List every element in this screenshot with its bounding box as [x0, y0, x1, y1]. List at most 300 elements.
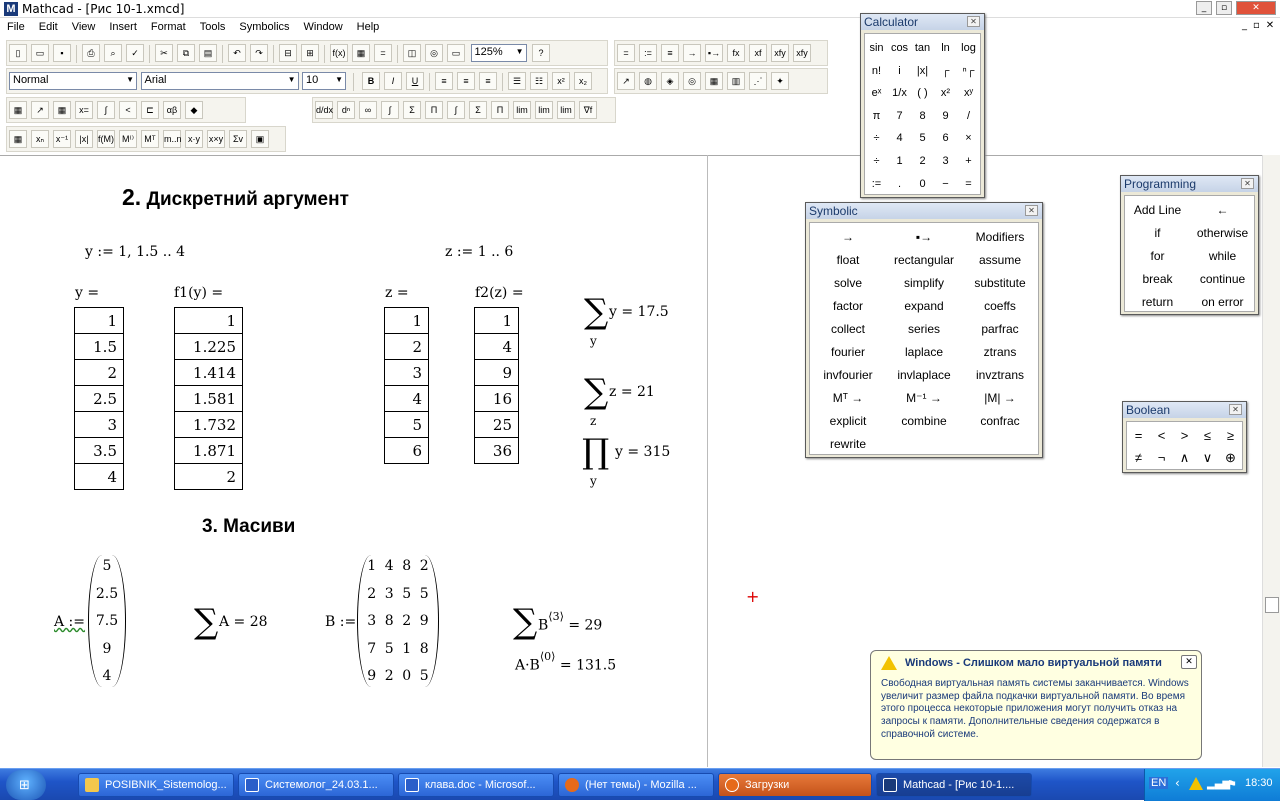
underline-button[interactable]: U	[406, 72, 424, 90]
menu-view[interactable]: View	[71, 21, 96, 33]
table-row	[175, 360, 243, 386]
calculator-key[interactable]: eˣ	[871, 87, 882, 100]
symbolic-key[interactable]: ▪→	[915, 230, 933, 244]
calculus-toolbar	[312, 97, 616, 123]
xy-plot-icon[interactable]: ↗	[617, 72, 635, 90]
symbolic-arrow-icon[interactable]: →	[683, 44, 701, 62]
symbolic-palette	[805, 202, 1043, 458]
scrollbar-thumb[interactable]	[1265, 597, 1279, 613]
symbolic-title: Symbolic	[809, 204, 858, 218]
programming-key[interactable]: on error	[1201, 295, 1244, 309]
define-icon[interactable]: :=	[639, 44, 657, 62]
calculator-key[interactable]: x²	[940, 87, 951, 100]
zoom-select[interactable]: 125% ▼	[471, 44, 527, 62]
programming-key[interactable]: return	[1141, 295, 1174, 309]
f1-cell: 1.732	[175, 412, 243, 438]
matrix-B-row	[357, 581, 439, 609]
taskbar	[0, 768, 1280, 800]
table-row	[385, 308, 429, 334]
insert-function-icon[interactable]: f(x)	[330, 44, 348, 62]
italic-button[interactable]: I	[384, 72, 402, 90]
sum-y-result[interactable]: y = 17.5	[609, 304, 669, 320]
symbolic-key[interactable]: invztrans	[975, 368, 1025, 382]
superscript-icon[interactable]: x²	[552, 72, 570, 90]
symbolic-key[interactable]: series	[907, 322, 940, 336]
copy-icon[interactable]: ⧉	[177, 44, 195, 62]
matrix-A-element: 5	[102, 558, 112, 574]
matrix-toolbar	[6, 126, 286, 152]
save-icon[interactable]: ▪	[53, 44, 71, 62]
calculator-key[interactable]: xʸ	[963, 87, 974, 100]
z-cell: 4	[385, 386, 429, 412]
f2-cell: 1	[475, 308, 519, 334]
define-A[interactable]: A :=	[54, 614, 86, 630]
calculator-key[interactable]: ┌	[941, 64, 950, 77]
tray-warning-icon[interactable]	[1189, 777, 1203, 790]
boolean-key[interactable]: ∨	[1202, 450, 1213, 465]
f1-cell: 1	[175, 308, 243, 334]
matrix-B-element: 2	[384, 668, 394, 684]
symbolic-key[interactable]: →	[842, 230, 854, 244]
menu-window[interactable]: Window	[303, 21, 343, 33]
mathcad-logo-icon: M	[4, 2, 18, 16]
z-table[interactable]	[384, 307, 429, 464]
task-mozilla[interactable]: (Нет темы) - Mozilla ...	[558, 773, 714, 797]
calculator-key[interactable]: 9	[942, 109, 949, 122]
matrix-B-element: 3	[384, 585, 394, 602]
calculator-key[interactable]: ⁿ┌	[962, 64, 975, 77]
insert-matrix-icon[interactable]: ▦	[9, 130, 27, 148]
calculator-key[interactable]: 5	[919, 132, 926, 145]
matrix-B-element: 0	[402, 668, 412, 684]
warning-icon	[881, 656, 897, 670]
doc-window-controls[interactable]: _▫✕	[1242, 20, 1280, 31]
z-cell: 6	[385, 438, 429, 464]
firefox-icon	[725, 778, 739, 792]
mathcad-icon	[883, 778, 897, 792]
calculator-key[interactable]: tan	[914, 42, 931, 54]
gradient-icon[interactable]: ∇f	[579, 101, 597, 119]
symbolic-key[interactable]: laplace	[904, 345, 944, 359]
table-row	[175, 464, 243, 490]
define-z[interactable]: z := 1 .. 6	[445, 244, 514, 260]
calculator-key[interactable]: cos	[890, 42, 909, 54]
print-icon[interactable]: ⎙	[82, 44, 100, 62]
close-icon[interactable]: ✕	[1236, 1, 1276, 15]
table-row	[475, 334, 519, 360]
window-title: Mathcad - [Рис 10-1.xmcd]	[22, 2, 185, 16]
f1-cell: 2	[175, 464, 243, 490]
menu-tools[interactable]: Tools	[199, 21, 226, 33]
task-downloads[interactable]: Загрузки	[718, 773, 872, 797]
prod-y-result[interactable]: y = 315	[615, 444, 671, 460]
table-row	[75, 308, 124, 334]
calculate-icon[interactable]: =	[374, 44, 392, 62]
symbolic-key[interactable]: rewrite	[829, 437, 866, 451]
limit-left-icon[interactable]: lim	[557, 101, 575, 119]
calculator-key[interactable]: 7	[896, 109, 903, 122]
task-mathcad[interactable]: Mathcad - [Рис 10-1....	[876, 773, 1032, 797]
matrix-B-row	[357, 663, 439, 691]
calculator-key[interactable]: 2	[919, 155, 926, 167]
f2-cell: 36	[475, 438, 519, 464]
bold-button[interactable]: B	[362, 72, 380, 90]
menu-format[interactable]: Format	[150, 21, 186, 33]
resource-icon[interactable]: ◎	[425, 44, 443, 62]
programming-close-icon[interactable]: ✕	[1241, 178, 1254, 189]
cross-product-icon[interactable]: x×y	[207, 130, 225, 148]
low-memory-notification[interactable]	[870, 650, 1202, 760]
f1-cell: 1.581	[175, 386, 243, 412]
style-select[interactable]: Normal ▼	[9, 72, 137, 90]
sum-A-result[interactable]: A = 28	[219, 614, 268, 630]
formatting-toolbar	[6, 68, 608, 94]
label-y: y =	[75, 285, 100, 301]
z-cell: 5	[385, 412, 429, 438]
f1-cell: 1.871	[175, 438, 243, 464]
y-cell: 2.5	[75, 386, 124, 412]
sum-icon[interactable]: Σ	[469, 101, 487, 119]
calculus-palette-icon[interactable]: ∫	[97, 101, 115, 119]
calculator-key[interactable]: i	[898, 64, 901, 77]
symbolic-key[interactable]: combine	[901, 414, 947, 428]
calculator-palette-icon[interactable]: ▦	[9, 101, 27, 119]
table-row	[75, 438, 124, 464]
symbolic-key[interactable]: coeffs	[984, 299, 1016, 313]
vector-field-icon[interactable]: ⋰	[749, 72, 767, 90]
matrix-B-row	[357, 636, 439, 664]
evaluation-toolbar	[614, 40, 828, 66]
symbolic-key[interactable]: fourier	[830, 345, 865, 359]
language-indicator[interactable]: EN	[1151, 777, 1167, 789]
calculator-key[interactable]: 0	[919, 177, 926, 190]
sum-A-symbol: ∑	[194, 602, 219, 642]
boolean-palette	[1122, 401, 1247, 473]
notification-close-icon[interactable]: ✕	[1181, 655, 1197, 669]
sum-y-index: y	[590, 334, 597, 348]
polar-plot-icon[interactable]: ◍	[639, 72, 657, 90]
y-table[interactable]	[74, 307, 124, 490]
symbolic-key[interactable]: M⁻¹ →	[906, 391, 942, 405]
table-row	[475, 308, 519, 334]
table-row	[175, 386, 243, 412]
calculator-key[interactable]: π	[872, 109, 881, 122]
spellcheck-icon[interactable]: ✓	[126, 44, 144, 62]
calculator-key[interactable]: |x|	[916, 64, 929, 77]
vector-sum-icon[interactable]: Σv	[229, 130, 247, 148]
symbolic-key[interactable]: ztrans	[983, 345, 1017, 359]
section-2-heading: 2. Дискретний аргумент	[122, 184, 349, 210]
sum-z-index: z	[590, 414, 597, 428]
definite-integral-icon[interactable]: ∫	[381, 101, 399, 119]
cursor-crosshair-icon: +	[746, 587, 760, 606]
calculator-key[interactable]: ÷	[873, 132, 880, 145]
nth-derivative-icon[interactable]: dⁿ	[337, 101, 355, 119]
AB-product[interactable]: $A\cdot B^{⟨0⟩} = 131.5$	[515, 650, 617, 674]
task-sistemolog[interactable]: Системолог_24.03.1...	[238, 773, 394, 797]
determinant-icon[interactable]: |x|	[75, 130, 93, 148]
plot-wizard-icon[interactable]: ✦	[771, 72, 789, 90]
vectorize-icon[interactable]: f(M)	[97, 130, 115, 148]
calculator-close-icon[interactable]: ✕	[967, 16, 980, 27]
symbolic-key[interactable]: explicit	[829, 414, 867, 428]
calculator-key[interactable]: 8	[919, 109, 926, 122]
symbolic-key[interactable]: assume	[978, 253, 1022, 267]
boolean-key[interactable]: ≤	[1203, 428, 1212, 443]
clock[interactable]: 18:30	[1245, 777, 1273, 789]
symbolic-close-icon[interactable]: ✕	[1025, 205, 1038, 216]
calculator-key[interactable]: /	[966, 109, 971, 122]
align-right-icon[interactable]: ≡	[479, 72, 497, 90]
table-row	[175, 438, 243, 464]
table-row	[175, 412, 243, 438]
programming-key[interactable]: continue	[1199, 272, 1246, 286]
symbolic-key[interactable]: invlaplace	[897, 368, 951, 382]
align-center-icon[interactable]: ≡	[457, 72, 475, 90]
subscript-icon[interactable]: x₂	[574, 72, 592, 90]
integral-icon[interactable]: ∫	[447, 101, 465, 119]
page-boundary	[707, 155, 708, 767]
start-button[interactable]	[6, 770, 46, 800]
boolean-key[interactable]: >	[1180, 428, 1189, 443]
keyword-arrow-icon[interactable]: ▪→	[705, 44, 723, 62]
dot-product-icon[interactable]: x·y	[185, 130, 203, 148]
symbolic-key[interactable]: Mᵀ →	[832, 391, 864, 405]
calculator-key[interactable]: ( )	[917, 87, 928, 100]
menu-insert[interactable]: Insert	[109, 21, 137, 33]
f2-cell: 9	[475, 360, 519, 386]
matrix-B-element: 3	[367, 613, 377, 629]
programming-key[interactable]: break	[1142, 272, 1173, 286]
label-f1: f1(y) =	[174, 285, 224, 301]
task-klava[interactable]: клава.doc - Microsof...	[398, 773, 554, 797]
symbolic-palette-icon[interactable]: ◆	[185, 101, 203, 119]
new-icon[interactable]: ▯	[9, 44, 27, 62]
table-row	[75, 386, 124, 412]
boolean-key[interactable]: ⊕	[1225, 450, 1236, 465]
paste-icon[interactable]: ▤	[199, 44, 217, 62]
menu-help[interactable]: Help	[356, 21, 380, 33]
prod-y-index: y	[590, 474, 597, 488]
boolean-key[interactable]: =	[1134, 428, 1143, 443]
redo-icon[interactable]: ↷	[250, 44, 268, 62]
flag-icon[interactable]: ⚑	[1227, 778, 1237, 791]
calculator-key[interactable]: 4	[896, 132, 903, 145]
calculator-key[interactable]: n!	[871, 64, 882, 77]
calculator-key[interactable]: 1/x	[892, 87, 907, 100]
symbolic-key[interactable]: |M| →	[984, 391, 1016, 405]
boolean-palette-icon[interactable]: <	[119, 101, 137, 119]
symbolic-key[interactable]: parfrac	[981, 322, 1019, 336]
symbolic-key[interactable]: substitute	[974, 276, 1026, 290]
calculator-key[interactable]: :=	[871, 177, 882, 190]
transpose-icon[interactable]: Mᵀ	[141, 130, 159, 148]
network-icon[interactable]: ▂▄▆	[1207, 779, 1231, 790]
size-select[interactable]: 10 ▼	[302, 72, 346, 90]
symbolic-key[interactable]: invfourier	[823, 368, 873, 382]
symbolic-key[interactable]: confrac	[980, 414, 1020, 428]
calculator-key[interactable]: 6	[942, 132, 949, 145]
minimize-icon[interactable]: _	[1196, 1, 1212, 15]
symbolic-key[interactable]: Modifiers	[975, 230, 1025, 244]
define-y[interactable]: y := 1, 1.5 .. 4	[85, 244, 186, 260]
y-cell: 3	[75, 412, 124, 438]
calculator-key[interactable]: .	[897, 177, 902, 190]
symbolic-key[interactable]: collect	[830, 322, 865, 336]
global-define-icon[interactable]: ≡	[661, 44, 679, 62]
folder-icon	[85, 778, 99, 792]
graph-palette-icon[interactable]: ↗	[31, 101, 49, 119]
product-icon[interactable]: Π	[491, 101, 509, 119]
evaluation-palette-icon[interactable]: x=	[75, 101, 93, 119]
prod-y-symbol: ∏	[582, 432, 610, 472]
matrix-B-element: 2	[419, 558, 429, 574]
scatter-3d-icon[interactable]: ▦	[705, 72, 723, 90]
boolean-close-icon[interactable]: ✕	[1229, 404, 1242, 415]
calculator-key[interactable]: ln	[941, 42, 950, 54]
matrix-B-element: 8	[384, 613, 394, 629]
print-preview-icon[interactable]: ⌕	[104, 44, 122, 62]
programming-key[interactable]: Add Line	[1133, 203, 1182, 217]
open-icon[interactable]: ▭	[31, 44, 49, 62]
bullets-icon[interactable]: ☰	[508, 72, 526, 90]
calculator-key[interactable]: log	[961, 42, 976, 54]
web-icon[interactable]: ▭	[447, 44, 465, 62]
sum-B-col[interactable]: $B^{⟨3⟩} = 29$	[538, 610, 603, 634]
range-icon[interactable]: m..n	[163, 130, 181, 148]
derivative-icon[interactable]: d/dx	[315, 101, 333, 119]
menu-file[interactable]: File	[7, 21, 25, 33]
matrix-B-element: 5	[419, 585, 429, 602]
matrix-B-element: 7	[367, 640, 377, 657]
matrix-B-element: 8	[419, 640, 429, 657]
picture-icon[interactable]: ▣	[251, 130, 269, 148]
product-range-icon[interactable]: Π	[425, 101, 443, 119]
label-f2: f2(z) =	[475, 285, 524, 301]
programming-key[interactable]: while	[1208, 249, 1237, 263]
calculator-key[interactable]: +	[965, 155, 972, 167]
symbolic-key[interactable]: rectangular	[893, 253, 955, 267]
define-B[interactable]: B :=	[325, 614, 357, 630]
task-posibnik[interactable]: POSIBNIK_Sistemolog...	[78, 773, 234, 797]
greek-palette-icon[interactable]: αβ	[163, 101, 181, 119]
matrix-B-element: 9	[367, 668, 377, 684]
symbolic-key[interactable]: simplify	[903, 276, 944, 290]
undo-icon[interactable]: ↶	[228, 44, 246, 62]
programming-key[interactable]: if	[1154, 226, 1161, 240]
f1-cell: 1.225	[175, 334, 243, 360]
sum-z-result[interactable]: z = 21	[609, 384, 655, 400]
sum-range-icon[interactable]: Σ	[403, 101, 421, 119]
matrix-A[interactable]	[88, 553, 126, 691]
vertical-scrollbar[interactable]	[1262, 155, 1280, 767]
calculator-key[interactable]: sin	[869, 42, 884, 54]
matrix-palette-icon[interactable]: ▦	[53, 101, 71, 119]
boolean-key[interactable]: <	[1157, 428, 1166, 443]
label-z: z =	[385, 285, 409, 301]
inverse-icon[interactable]: x⁻¹	[53, 130, 71, 148]
tray-expand-icon[interactable]: ‹	[1175, 776, 1180, 790]
programming-palette-icon[interactable]: ⊏	[141, 101, 159, 119]
f2-cell: 4	[475, 334, 519, 360]
f2-cell: 16	[475, 386, 519, 412]
programming-key[interactable]: otherwise	[1196, 226, 1249, 240]
infix-icon[interactable]: xfy	[771, 44, 789, 62]
symbolic-key[interactable]: factor	[832, 299, 863, 313]
boolean-key[interactable]: ≠	[1134, 450, 1143, 465]
help-icon[interactable]: ?	[532, 44, 550, 62]
infinity-icon[interactable]: ∞	[359, 101, 377, 119]
column-icon[interactable]: M⁽⁾	[119, 130, 137, 148]
z-cell: 3	[385, 360, 429, 386]
menu-edit[interactable]: Edit	[38, 21, 58, 33]
boolean-key[interactable]: ¬	[1157, 450, 1166, 465]
subscript-index-icon[interactable]: xₙ	[31, 130, 49, 148]
treefix-icon[interactable]: xfy	[793, 44, 811, 62]
table-row	[475, 386, 519, 412]
y-cell: 1	[75, 308, 124, 334]
symbolic-key[interactable]: expand	[904, 299, 944, 313]
y-cell: 3.5	[75, 438, 124, 464]
matrix-A-element: 4	[102, 668, 112, 684]
eval-equals-icon[interactable]: =	[617, 44, 635, 62]
prefix-icon[interactable]: fx	[727, 44, 745, 62]
bar-3d-icon[interactable]: ▥	[727, 72, 745, 90]
calculator-key[interactable]: −	[942, 177, 949, 190]
firefox-icon	[565, 778, 579, 792]
f2-table[interactable]	[474, 307, 519, 464]
align-icon[interactable]: ⊟	[279, 44, 297, 62]
matrix-B-element: 2	[367, 585, 377, 602]
contour-plot-icon[interactable]: ◎	[683, 72, 701, 90]
programming-key[interactable]: ←	[1216, 203, 1229, 217]
menu-symbolics[interactable]: Symbolics	[239, 21, 290, 33]
matrix-A-element: 9	[102, 640, 112, 657]
calculator-key[interactable]: 1	[896, 155, 903, 167]
symbolic-key[interactable]: float	[836, 253, 860, 267]
component-icon[interactable]: ◫	[403, 44, 421, 62]
align-left-icon[interactable]: ≡	[435, 72, 453, 90]
matrix-B-element: 5	[419, 668, 429, 684]
symbolic-key[interactable]: solve	[833, 276, 862, 290]
calculator-key[interactable]: ×	[965, 132, 972, 145]
cut-icon[interactable]: ✂	[155, 44, 173, 62]
calculator-key[interactable]: ÷	[873, 155, 880, 167]
table-row	[385, 438, 429, 464]
calculator-key[interactable]: =	[965, 177, 972, 190]
font-select[interactable]: Arial ▼	[141, 72, 299, 90]
programming-title: Programming	[1124, 177, 1197, 191]
limit-right-icon[interactable]: lim	[535, 101, 553, 119]
boolean-key[interactable]: ≥	[1226, 428, 1235, 443]
table-row	[175, 334, 243, 360]
calculator-palette	[860, 13, 985, 198]
boolean-key[interactable]: ∧	[1179, 450, 1190, 465]
calculator-key[interactable]: 3	[942, 155, 949, 167]
title-bar	[0, 0, 1280, 18]
matrix-B[interactable]	[357, 553, 439, 691]
programming-key[interactable]: for	[1150, 249, 1165, 263]
insert-unit-icon[interactable]: ▦	[352, 44, 370, 62]
surface-plot-icon[interactable]: ◈	[661, 72, 679, 90]
postfix-icon[interactable]: xf	[749, 44, 767, 62]
restore-icon[interactable]: ▫	[1216, 1, 1232, 15]
limit-icon[interactable]: lim	[513, 101, 531, 119]
f1-table[interactable]	[174, 307, 243, 490]
numbering-icon[interactable]: ☷	[530, 72, 548, 90]
y-cell: 4	[75, 464, 124, 490]
align-down-icon[interactable]: ⊞	[301, 44, 319, 62]
